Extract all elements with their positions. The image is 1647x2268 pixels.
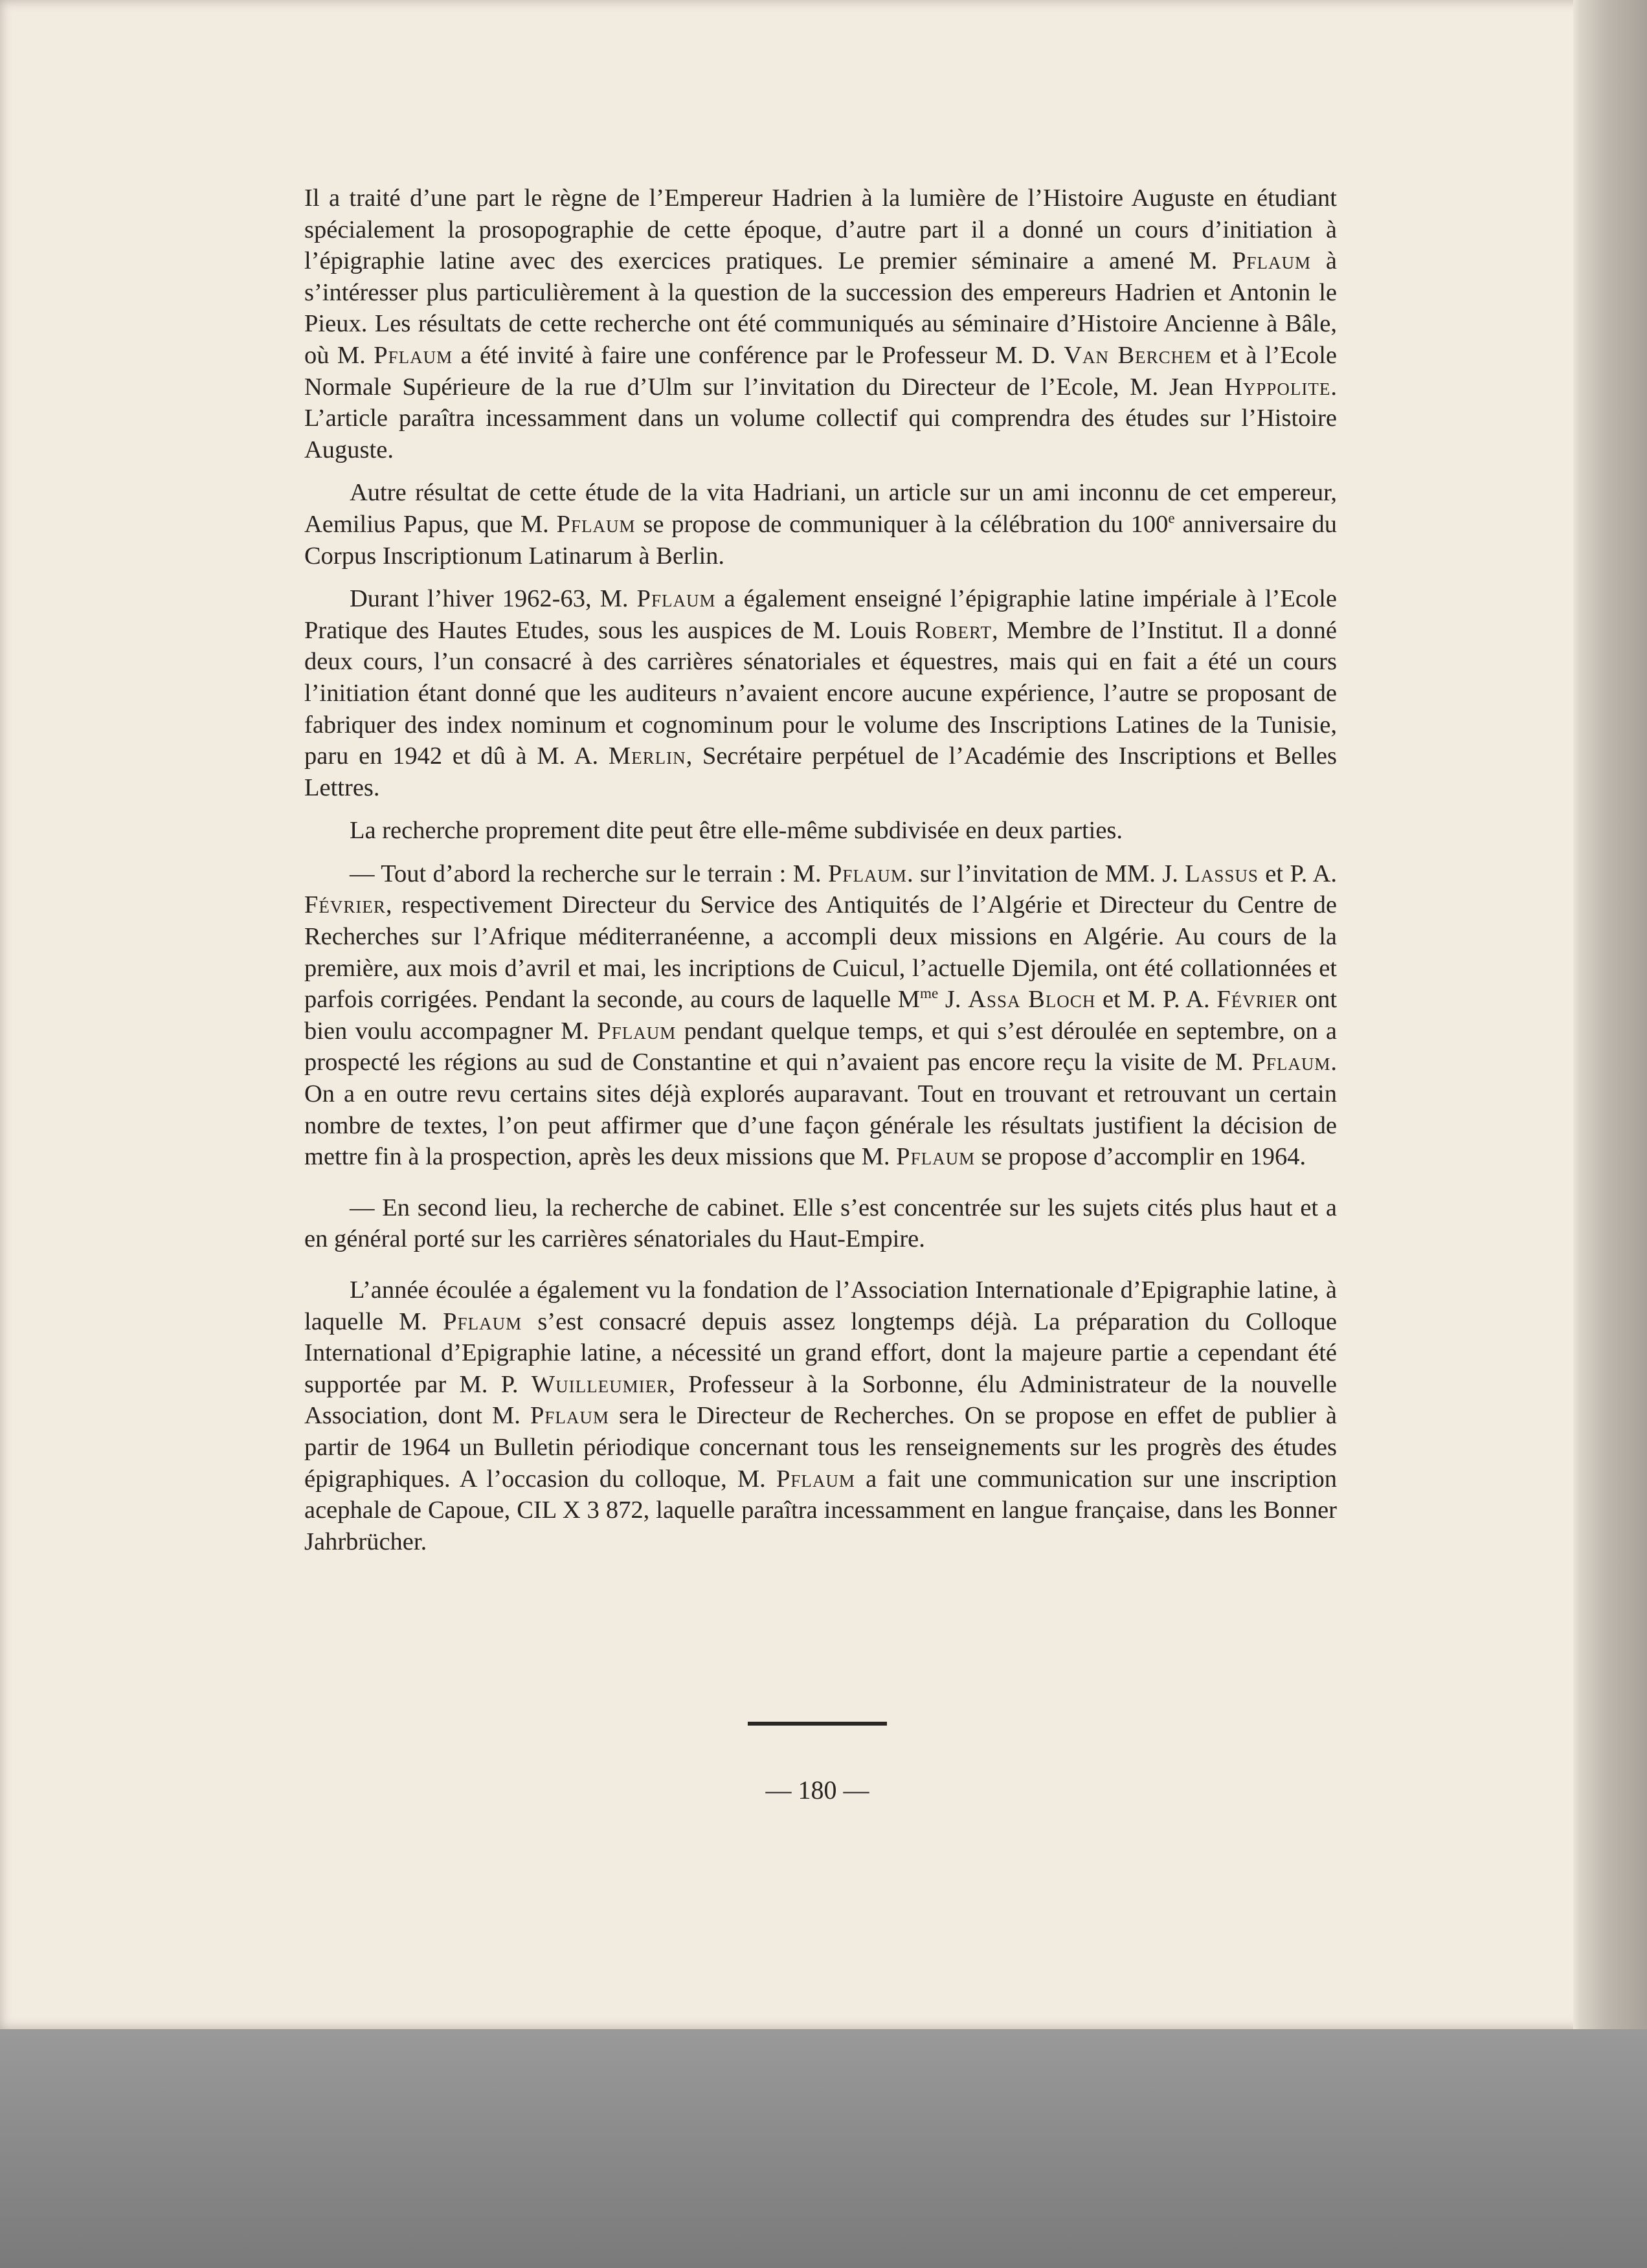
paragraph [304, 183, 1337, 465]
text-run: , Professeur à la Sorbonne, élu Administrateur de la nouvelle Association, dont M. [304, 1370, 1337, 1430]
proper-name: Février [1216, 986, 1299, 1014]
text-run: La recherche proprement dite peut être elle-même subdivisée en deux parties. [350, 817, 1123, 845]
text-run: anniversaire du Corpus Inscriptionum Latinarum à Berlin. [304, 510, 1337, 570]
text-run: à s’intéresser plus particulièrement à la question de la succession des empereurs Hadrien et Antonin le Pieux. Les résultats de cette recherche ont été communiqués au séminaire d’Histoire Ancienne à Bâle, où M. [304, 247, 1337, 369]
page-number: — 180 — [765, 1775, 869, 1805]
text-run: se propose d’accomplir en 1964. [975, 1143, 1306, 1171]
text-run: , Membre de l’Institut. Il a donné deux cours, l’un consacré à des carrières sénatoriales et équestres, mais qui en fait a été un cours l’initiation étant donné que les auditeurs n’avaient encore aucune expérience, l’autre se proposant de fabriquer des index nominum et cognominum pour le volume des Inscriptions Latines de la Tunisie, paru en 1942 et dû à M. A. [304, 616, 1337, 770]
proper-name: Wuilleumier [531, 1370, 669, 1398]
text-run: a également enseigné l’épigraphie latine impériale à l’Ecole Pratique des Hautes Etudes, sous les auspices de M. Louis [304, 585, 1337, 644]
proper-name: Pflaum [828, 860, 907, 887]
section-rule [748, 1722, 887, 1726]
text-run: J. [938, 986, 969, 1014]
text-run: . L’article paraîtra incessamment dans un volume collectif qui comprendra des études sur l’Histoire Auguste. [304, 373, 1337, 463]
text-run: Il a traité d’une part le règne de l’Empereur Hadrien à la lumière de l’Histoire Auguste en étudiant spécialement la prosopographie de cette époque, d’autre part il a donné un cours d’initiation à l’épigraphie latine avec des exercices pratiques. Le premier séminaire a amené M. [304, 184, 1337, 275]
body-text [304, 183, 1337, 1557]
proper-name: Lassus [1185, 860, 1259, 887]
superscript: e [1168, 509, 1175, 527]
text-run: Autre résultat de cette étude de la vita Hadriani, un article sur un ami inconnu de cet empereur, Aemilius Papus, que M. [304, 479, 1337, 538]
text-run: et à l’Ecole Normale Supérieure de la rue d’Ulm sur l’invitation du Directeur de l’Ecole, M. Jean [304, 341, 1338, 401]
text-run: et P. A. [1258, 860, 1338, 887]
paragraph [304, 815, 1337, 847]
proper-name: Pflaum [776, 1465, 855, 1493]
proper-name: Février [304, 891, 386, 919]
proper-name: Robert [915, 616, 992, 644]
text-run: L’année écoulée a également vu la fondation de l’Association Internationale d’Epigraphie latine, à laquelle M. [304, 1276, 1337, 1335]
text-run: — En second lieu, la recherche de cabinet. Elle s’est concentrée sur les sujets cités plus haut et a en général porté sur les carrières sénatoriales du Haut-Empire. [304, 1194, 1337, 1253]
proper-name: Pflaum [896, 1143, 976, 1171]
proper-name: Pflaum [556, 510, 636, 538]
text-run: se propose de communiquer à la célébration du 100 [635, 510, 1169, 538]
paragraph [304, 858, 1337, 1173]
proper-name: Pflaum [530, 1402, 609, 1430]
paragraph [304, 583, 1337, 803]
proper-name: Pflaum [443, 1307, 522, 1335]
text-run: ont bien voulu accompagner M. [304, 986, 1338, 1045]
proper-name: Van Berchem [1064, 341, 1212, 369]
proper-name: Pflaum [374, 341, 453, 369]
text-run: — Tout d’abord la recherche sur le terrain : M. [350, 860, 829, 887]
proper-name: Merlin [608, 742, 686, 770]
proper-name: Pflaum [597, 1017, 677, 1045]
proper-name: Pflaum [1232, 247, 1312, 275]
text-run: a fait une communication sur une inscription acephale de Capoue, CIL X 3 872, laquelle paraîtra incessamment en langue française, dans les Bonner Jahrbrücher. [304, 1465, 1338, 1555]
text-run: . On a en outre revu certains sites déjà explorés auparavant. Tout en trouvant et retrouvant un certain nombre de textes, l’on peut affirmer que d’une façon générale les résultats justifient la décision de mettre fin à la prospection, après les deux missions que M. [304, 1049, 1337, 1171]
text-run: , Secrétaire perpétuel de l’Académie des Inscriptions et Belles Lettres. [304, 742, 1337, 801]
book-binding-edge [1580, 0, 1647, 2029]
text-run: pendant quelque temps, et qui s’est déroulée en septembre, on a prospecté les régions au sud de Constantine et qui n’avaient pas encore reçu la visite de M. [304, 1017, 1338, 1076]
paragraph [304, 477, 1337, 572]
text-run: , respectivement Directeur du Service des Antiquités de l’Algérie et Directeur du Centre de Recherches sur l’Afrique méditerranéenne, a accompli deux missions en Algérie. Au cours de la première, aux mois d’avril et mai, les incriptions de Cuicul, l’actuelle Djemila, ont été collationnées et parfois corrigées. Pendant la seconde, au cours de laquelle M [304, 891, 1337, 1014]
text-run: Durant l’hiver 1962-63, M. [350, 585, 637, 613]
paragraph [304, 1274, 1337, 1557]
proper-name: Pflaum [636, 585, 716, 613]
text-run: a été invité à faire une conférence par le Professeur M. D. [453, 341, 1064, 369]
paragraph [304, 1192, 1337, 1255]
proper-name: Hyppolite [1224, 373, 1331, 401]
text-run: . sur l’invitation de MM. J. [906, 860, 1185, 887]
superscript: me [920, 984, 939, 1002]
text-run: s’est consacré depuis assez longtemps déjà. La préparation du Colloque International d’Epigraphie latine, a nécessité un grand effort, dont la majeure partie a cependant été supportée par M. P. [304, 1307, 1337, 1398]
text-run: et M. P. A. [1095, 986, 1217, 1014]
proper-name: Assa Bloch [968, 986, 1096, 1014]
proper-name: Pflaum [1251, 1049, 1331, 1076]
text-run: sera le Directeur de Recherches. On se propose en effet de publier à partir de 1964 un Bulletin périodique concernant tous les renseignements sur les progrès des études épigraphiques. A l’occasion du colloque, M. [304, 1402, 1337, 1493]
scanner-background [0, 2026, 1647, 2268]
